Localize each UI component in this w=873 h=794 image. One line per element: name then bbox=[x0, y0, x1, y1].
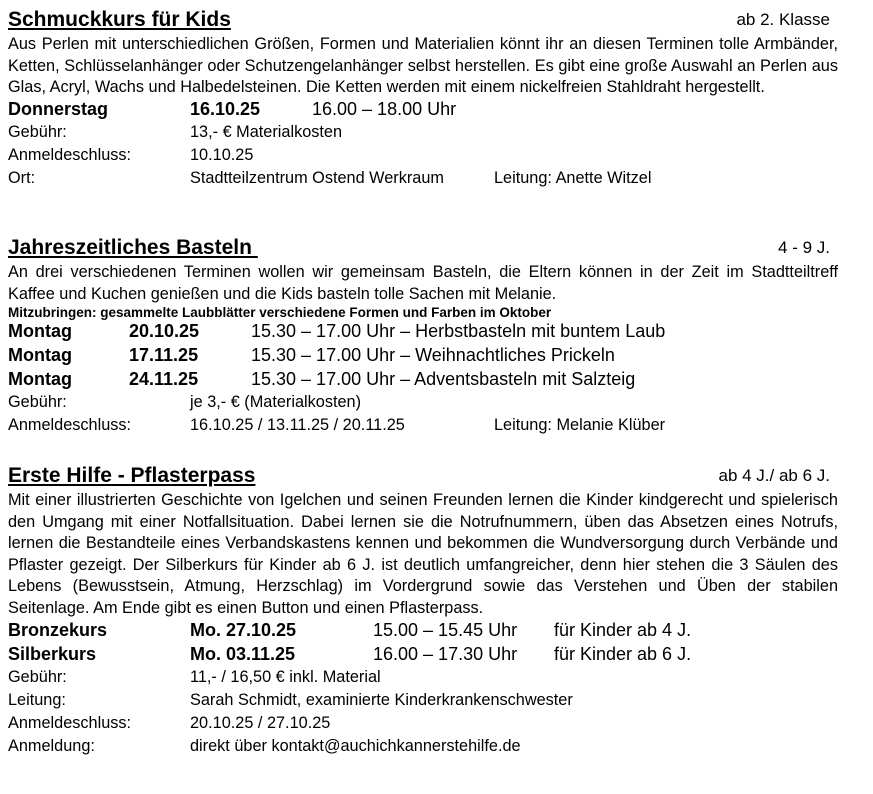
deadline-value: 16.10.25 / 13.11.25 / 20.11.25 bbox=[190, 416, 405, 435]
date-row bbox=[8, 369, 838, 393]
fee-row bbox=[8, 668, 838, 691]
day: Montag bbox=[8, 321, 72, 342]
deadline-value: 10.10.25 bbox=[190, 145, 254, 164]
section-description: An drei verschiedenen Terminen wollen wir gemeinsam Basteln, die Eltern können in der Zeit im Stadtteiltreff Kaffee und Kuchen genießen und die Kids basteln tolle Sachen mit Melanie. bbox=[8, 263, 838, 303]
fee-row bbox=[8, 123, 838, 146]
deadline-row bbox=[8, 416, 838, 439]
place-label: Ort: bbox=[8, 168, 36, 187]
signup-label: Anmeldung: bbox=[8, 736, 95, 755]
date: 17.11.25 bbox=[129, 345, 199, 366]
deadline-value: 20.10.25 / 27.10.25 bbox=[190, 713, 331, 732]
day: Montag bbox=[8, 369, 72, 390]
age-range: ab 2. Klasse bbox=[736, 10, 830, 29]
date: 16.10.25 bbox=[190, 98, 261, 119]
leader-row bbox=[8, 691, 838, 714]
fee-label: Gebühr: bbox=[8, 122, 67, 141]
fee-value: 11,- / 16,50 € inkl. Material bbox=[190, 667, 381, 686]
section-schmuckkurs bbox=[8, 8, 838, 192]
deadline-row bbox=[8, 146, 838, 169]
deadline-label: Anmeldeschluss: bbox=[8, 145, 132, 164]
leader-value: Sarah Schmidt, examinierte Kinderkrankenschwester bbox=[190, 690, 573, 709]
date: 24.11.25 bbox=[129, 369, 199, 390]
age-range: 4 - 9 J. bbox=[778, 238, 830, 257]
section-title: Schmuckkurs für Kids bbox=[8, 8, 231, 31]
date-row bbox=[8, 345, 838, 369]
course-row bbox=[8, 620, 838, 644]
section-erste-hilfe bbox=[8, 464, 838, 760]
day: Donnerstag bbox=[8, 98, 109, 119]
date-info: 15.30 – 17.00 Uhr – Weihnachtliches Prickeln bbox=[251, 345, 615, 366]
course-name: Bronzekurs bbox=[8, 619, 108, 640]
age-range: ab 4 J./ ab 6 J. bbox=[718, 466, 830, 485]
date-info: 15.30 – 17.00 Uhr – Adventsbasteln mit Salzteig bbox=[251, 369, 636, 390]
deadline-label: Anmeldeschluss: bbox=[8, 416, 132, 435]
course-target: für Kinder ab 6 J. bbox=[554, 643, 692, 664]
date: 20.10.25 bbox=[129, 321, 200, 342]
time: 16.00 – 18.00 Uhr bbox=[312, 98, 457, 119]
signup-value: direkt über kontakt@auchichkannerstehilfe.de bbox=[190, 736, 521, 755]
bring-note: Mitzubringen: gesammelte Laubblätter verschiedene Formen und Farben im Oktober bbox=[8, 305, 552, 321]
leader: Leitung: Anette Witzel bbox=[494, 168, 652, 187]
course-row bbox=[8, 644, 838, 668]
fee-label: Gebühr: bbox=[8, 667, 67, 686]
signup-row bbox=[8, 737, 838, 760]
deadline-row bbox=[8, 714, 838, 737]
section-jahreszeitliches-basteln bbox=[8, 236, 838, 439]
section-description: Mit einer illustrierten Geschichte von Igelchen und seinen Freunden lernen die Kinder kindgerecht und spielerisch den Umgang mit einer Notfallsituation. Dabei lernen sie die Notrufnummern, üben das Absetzen eines Notrufs, lernen die Bestandteile eines Verbandskastens kennen und bekommen die Wundversorgung durch Verbände und Pflaster gezeigt. Der Silberkurs für Kinder ab 6 J. ist deutlich umfangreicher, denn hier stehen die 3 Säulen des Lebens (Bewusstsein, Atmung, Herzschlag) im Vordergrund sowie das Verstehen und Üben der stabilen Seitenlage. Am Ende gibt es einen Button und einen Pflasterpass. bbox=[8, 491, 838, 617]
course-date: Mo. 03.11.25 bbox=[190, 643, 296, 664]
section-title: Erste Hilfe - Pflasterpass bbox=[8, 464, 256, 487]
leader: Leitung: Melanie Klüber bbox=[494, 416, 666, 435]
leader-label: Leitung: bbox=[8, 690, 66, 709]
course-target: für Kinder ab 4 J. bbox=[554, 619, 692, 640]
section-title: Jahreszeitliches Basteln bbox=[8, 236, 258, 259]
course-time: 15.00 – 15.45 Uhr bbox=[373, 619, 518, 640]
fee-label: Gebühr: bbox=[8, 393, 67, 412]
day: Montag bbox=[8, 345, 72, 366]
date-row bbox=[8, 321, 838, 345]
deadline-label: Anmeldeschluss: bbox=[8, 713, 132, 732]
section-description: Aus Perlen mit unterschiedlichen Größen, Formen und Materialien könnt ihr an diesen Terminen tolle Armbänder, Ketten, Schlüsselanhänger oder Schutzengelanhänger selbst herstellen. Es gibt eine große Auswahl an Perlen aus Glas, Acryl, Wachs und Halbedelsteinen. Die Ketten werden mit einem nickelfreien Stahldraht hergestellt. bbox=[8, 35, 838, 97]
fee-row bbox=[8, 393, 838, 416]
fee-value: je 3,- € (Materialkosten) bbox=[190, 393, 362, 412]
place-row bbox=[8, 169, 838, 192]
place-value: Stadtteilzentrum Ostend Werkraum bbox=[190, 168, 444, 187]
course-date: Mo. 27.10.25 bbox=[190, 619, 297, 640]
date-info: 15.30 – 17.00 Uhr – Herbstbasteln mit buntem Laub bbox=[251, 321, 666, 342]
date-row bbox=[8, 99, 838, 123]
course-name: Silberkurs bbox=[8, 643, 97, 664]
fee-value: 13,- € Materialkosten bbox=[190, 122, 343, 141]
course-time: 16.00 – 17.30 Uhr bbox=[373, 643, 518, 664]
